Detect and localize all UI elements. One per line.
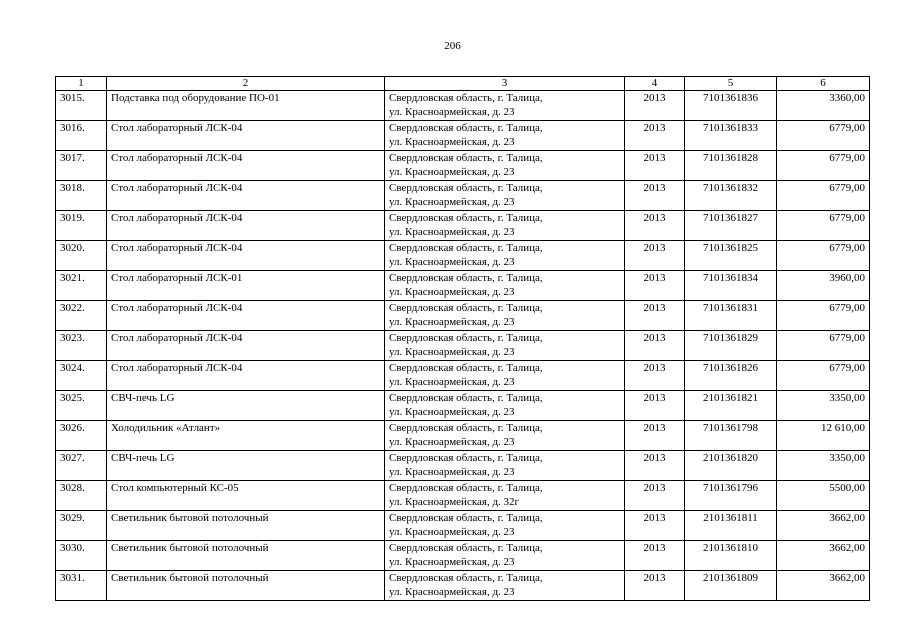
address-line-2: ул. Красноармейская, д. 23	[389, 346, 515, 358]
year-cell: 2013	[625, 541, 685, 571]
item-name-cell: СВЧ-печь LG	[107, 391, 385, 421]
inventory-code-cell: 2101361820	[685, 451, 777, 481]
table-row	[56, 421, 870, 451]
address-cell	[385, 451, 625, 481]
cost-cell: 3350,00	[777, 451, 870, 481]
address-line-2: ул. Красноармейская, д. 23	[389, 526, 515, 538]
address-line-2: ул. Красноармейская, д. 23	[389, 436, 515, 448]
address-line-2: ул. Красноармейская, д. 23	[389, 196, 515, 208]
cost-cell: 3662,00	[777, 541, 870, 571]
address-line-1: Свердловская область, г. Талица,	[389, 122, 543, 134]
inventory-code-cell: 2101361821	[685, 391, 777, 421]
row-number-cell: 3019.	[56, 211, 107, 241]
table-row	[56, 571, 870, 601]
inventory-code-cell: 2101361811	[685, 511, 777, 541]
year-cell: 2013	[625, 211, 685, 241]
row-number-cell: 3023.	[56, 331, 107, 361]
column-header: 1	[56, 77, 107, 91]
address-line-2: ул. Красноармейская, д. 32г	[389, 496, 520, 508]
address-line-2: ул. Красноармейская, д. 23	[389, 406, 515, 418]
item-name-cell: Стол лабораторный ЛСК-01	[107, 271, 385, 301]
table-row	[56, 361, 870, 391]
address-cell	[385, 361, 625, 391]
table-row	[56, 511, 870, 541]
inventory-code-cell: 7101361827	[685, 211, 777, 241]
address-line-1: Свердловская область, г. Талица,	[389, 272, 543, 284]
row-number-cell: 3026.	[56, 421, 107, 451]
item-name-cell: СВЧ-печь LG	[107, 451, 385, 481]
year-cell: 2013	[625, 271, 685, 301]
inventory-code-cell: 7101361825	[685, 241, 777, 271]
year-cell: 2013	[625, 241, 685, 271]
column-header: 4	[625, 77, 685, 91]
header-row	[56, 77, 870, 91]
address-line-1: Свердловская область, г. Талица,	[389, 152, 543, 164]
cost-cell: 12 610,00	[777, 421, 870, 451]
address-cell	[385, 121, 625, 151]
address-cell	[385, 421, 625, 451]
address-line-1: Свердловская область, г. Талица,	[389, 512, 543, 524]
row-number-cell: 3024.	[56, 361, 107, 391]
column-header: 3	[385, 77, 625, 91]
inventory-code-cell: 7101361832	[685, 181, 777, 211]
address-line-1: Свердловская область, г. Талица,	[389, 302, 543, 314]
cost-cell: 3960,00	[777, 271, 870, 301]
item-name-cell: Стол лабораторный ЛСК-04	[107, 151, 385, 181]
page-number: 206	[444, 40, 461, 52]
row-number-cell: 3016.	[56, 121, 107, 151]
year-cell: 2013	[625, 301, 685, 331]
address-line-1: Свердловская область, г. Талица,	[389, 362, 543, 374]
row-number-cell: 3020.	[56, 241, 107, 271]
address-cell	[385, 541, 625, 571]
item-name-cell: Стол лабораторный ЛСК-04	[107, 211, 385, 241]
address-line-1: Свердловская область, г. Талица,	[389, 332, 543, 344]
year-cell: 2013	[625, 91, 685, 121]
address-cell	[385, 571, 625, 601]
item-name-cell: Подставка под оборудование ПО-01	[107, 91, 385, 121]
item-name-cell: Светильник бытовой потолочный	[107, 541, 385, 571]
cost-cell: 3360,00	[777, 91, 870, 121]
inventory-code-cell: 7101361826	[685, 361, 777, 391]
row-number-cell: 3015.	[56, 91, 107, 121]
year-cell: 2013	[625, 571, 685, 601]
row-number-cell: 3018.	[56, 181, 107, 211]
address-line-1: Свердловская область, г. Талица,	[389, 422, 543, 434]
inventory-code-cell: 7101361831	[685, 301, 777, 331]
table-row	[56, 451, 870, 481]
address-line-1: Свердловская область, г. Талица,	[389, 242, 543, 254]
inventory-code-cell: 7101361828	[685, 151, 777, 181]
table-row	[56, 271, 870, 301]
item-name-cell: Стол лабораторный ЛСК-04	[107, 361, 385, 391]
address-line-1: Свердловская область, г. Талица,	[389, 542, 543, 554]
inventory-code-cell: 7101361833	[685, 121, 777, 151]
item-name-cell: Стол лабораторный ЛСК-04	[107, 301, 385, 331]
row-number-cell: 3028.	[56, 481, 107, 511]
address-line-2: ул. Красноармейская, д. 23	[389, 136, 515, 148]
address-cell	[385, 331, 625, 361]
year-cell: 2013	[625, 361, 685, 391]
inventory-code-cell: 7101361829	[685, 331, 777, 361]
cost-cell: 6779,00	[777, 151, 870, 181]
address-line-2: ул. Красноармейская, д. 23	[389, 316, 515, 328]
address-line-1: Свердловская область, г. Талица,	[389, 482, 543, 494]
row-number-cell: 3022.	[56, 301, 107, 331]
item-name-cell: Светильник бытовой потолочный	[107, 571, 385, 601]
cost-cell: 6779,00	[777, 361, 870, 391]
column-header: 5	[685, 77, 777, 91]
table-row	[56, 391, 870, 421]
cost-cell: 6779,00	[777, 241, 870, 271]
row-number-cell: 3025.	[56, 391, 107, 421]
table-body	[56, 91, 870, 601]
row-number-cell: 3027.	[56, 451, 107, 481]
table-row	[56, 481, 870, 511]
cost-cell: 5500,00	[777, 481, 870, 511]
year-cell: 2013	[625, 421, 685, 451]
year-cell: 2013	[625, 181, 685, 211]
address-line-1: Свердловская область, г. Талица,	[389, 212, 543, 224]
address-line-1: Свердловская область, г. Талица,	[389, 452, 543, 464]
inventory-code-cell: 7101361834	[685, 271, 777, 301]
row-number-cell: 3031.	[56, 571, 107, 601]
inventory-table	[55, 76, 870, 601]
address-cell	[385, 511, 625, 541]
address-cell	[385, 481, 625, 511]
cost-cell: 6779,00	[777, 301, 870, 331]
cost-cell: 3350,00	[777, 391, 870, 421]
cost-cell: 3662,00	[777, 511, 870, 541]
table-row	[56, 91, 870, 121]
item-name-cell: Холодильник «Атлант»	[107, 421, 385, 451]
address-line-2: ул. Красноармейская, д. 23	[389, 286, 515, 298]
inventory-code-cell: 7101361798	[685, 421, 777, 451]
address-line-2: ул. Красноармейская, д. 23	[389, 226, 515, 238]
cost-cell: 6779,00	[777, 331, 870, 361]
row-number-cell: 3021.	[56, 271, 107, 301]
cost-cell: 6779,00	[777, 211, 870, 241]
year-cell: 2013	[625, 451, 685, 481]
cost-cell: 6779,00	[777, 181, 870, 211]
table-row	[56, 181, 870, 211]
table-header	[56, 77, 870, 91]
address-line-1: Свердловская область, г. Талица,	[389, 392, 543, 404]
inventory-code-cell: 2101361810	[685, 541, 777, 571]
item-name-cell: Стол лабораторный ЛСК-04	[107, 241, 385, 271]
address-cell	[385, 151, 625, 181]
table-row	[56, 301, 870, 331]
address-line-2: ул. Красноармейская, д. 23	[389, 586, 515, 598]
inventory-code-cell: 7101361836	[685, 91, 777, 121]
year-cell: 2013	[625, 391, 685, 421]
address-cell	[385, 211, 625, 241]
address-cell	[385, 241, 625, 271]
item-name-cell: Светильник бытовой потолочный	[107, 511, 385, 541]
cost-cell: 6779,00	[777, 121, 870, 151]
table-row	[56, 211, 870, 241]
table-row	[56, 541, 870, 571]
column-header: 6	[777, 77, 870, 91]
year-cell: 2013	[625, 511, 685, 541]
address-cell	[385, 91, 625, 121]
address-line-2: ул. Красноармейская, д. 23	[389, 556, 515, 568]
item-name-cell: Стол лабораторный ЛСК-04	[107, 331, 385, 361]
table-row	[56, 241, 870, 271]
address-cell	[385, 391, 625, 421]
address-line-2: ул. Красноармейская, д. 23	[389, 466, 515, 478]
year-cell: 2013	[625, 331, 685, 361]
address-cell	[385, 301, 625, 331]
address-line-2: ул. Красноармейская, д. 23	[389, 166, 515, 178]
table-row	[56, 331, 870, 361]
row-number-cell: 3029.	[56, 511, 107, 541]
item-name-cell: Стол компьютерный КС-05	[107, 481, 385, 511]
address-line-1: Свердловская область, г. Талица,	[389, 572, 543, 584]
address-line-2: ул. Красноармейская, д. 23	[389, 106, 515, 118]
address-cell	[385, 271, 625, 301]
address-line-2: ул. Красноармейская, д. 23	[389, 376, 515, 388]
year-cell: 2013	[625, 481, 685, 511]
inventory-code-cell: 7101361796	[685, 481, 777, 511]
row-number-cell: 3017.	[56, 151, 107, 181]
address-line-2: ул. Красноармейская, д. 23	[389, 256, 515, 268]
table-row	[56, 121, 870, 151]
row-number-cell: 3030.	[56, 541, 107, 571]
address-line-1: Свердловская область, г. Талица,	[389, 182, 543, 194]
table-row	[56, 151, 870, 181]
item-name-cell: Стол лабораторный ЛСК-04	[107, 181, 385, 211]
address-cell	[385, 181, 625, 211]
item-name-cell: Стол лабораторный ЛСК-04	[107, 121, 385, 151]
year-cell: 2013	[625, 151, 685, 181]
inventory-code-cell: 2101361809	[685, 571, 777, 601]
year-cell: 2013	[625, 121, 685, 151]
address-line-1: Свердловская область, г. Талица,	[389, 92, 543, 104]
cost-cell: 3662,00	[777, 571, 870, 601]
column-header: 2	[107, 77, 385, 91]
